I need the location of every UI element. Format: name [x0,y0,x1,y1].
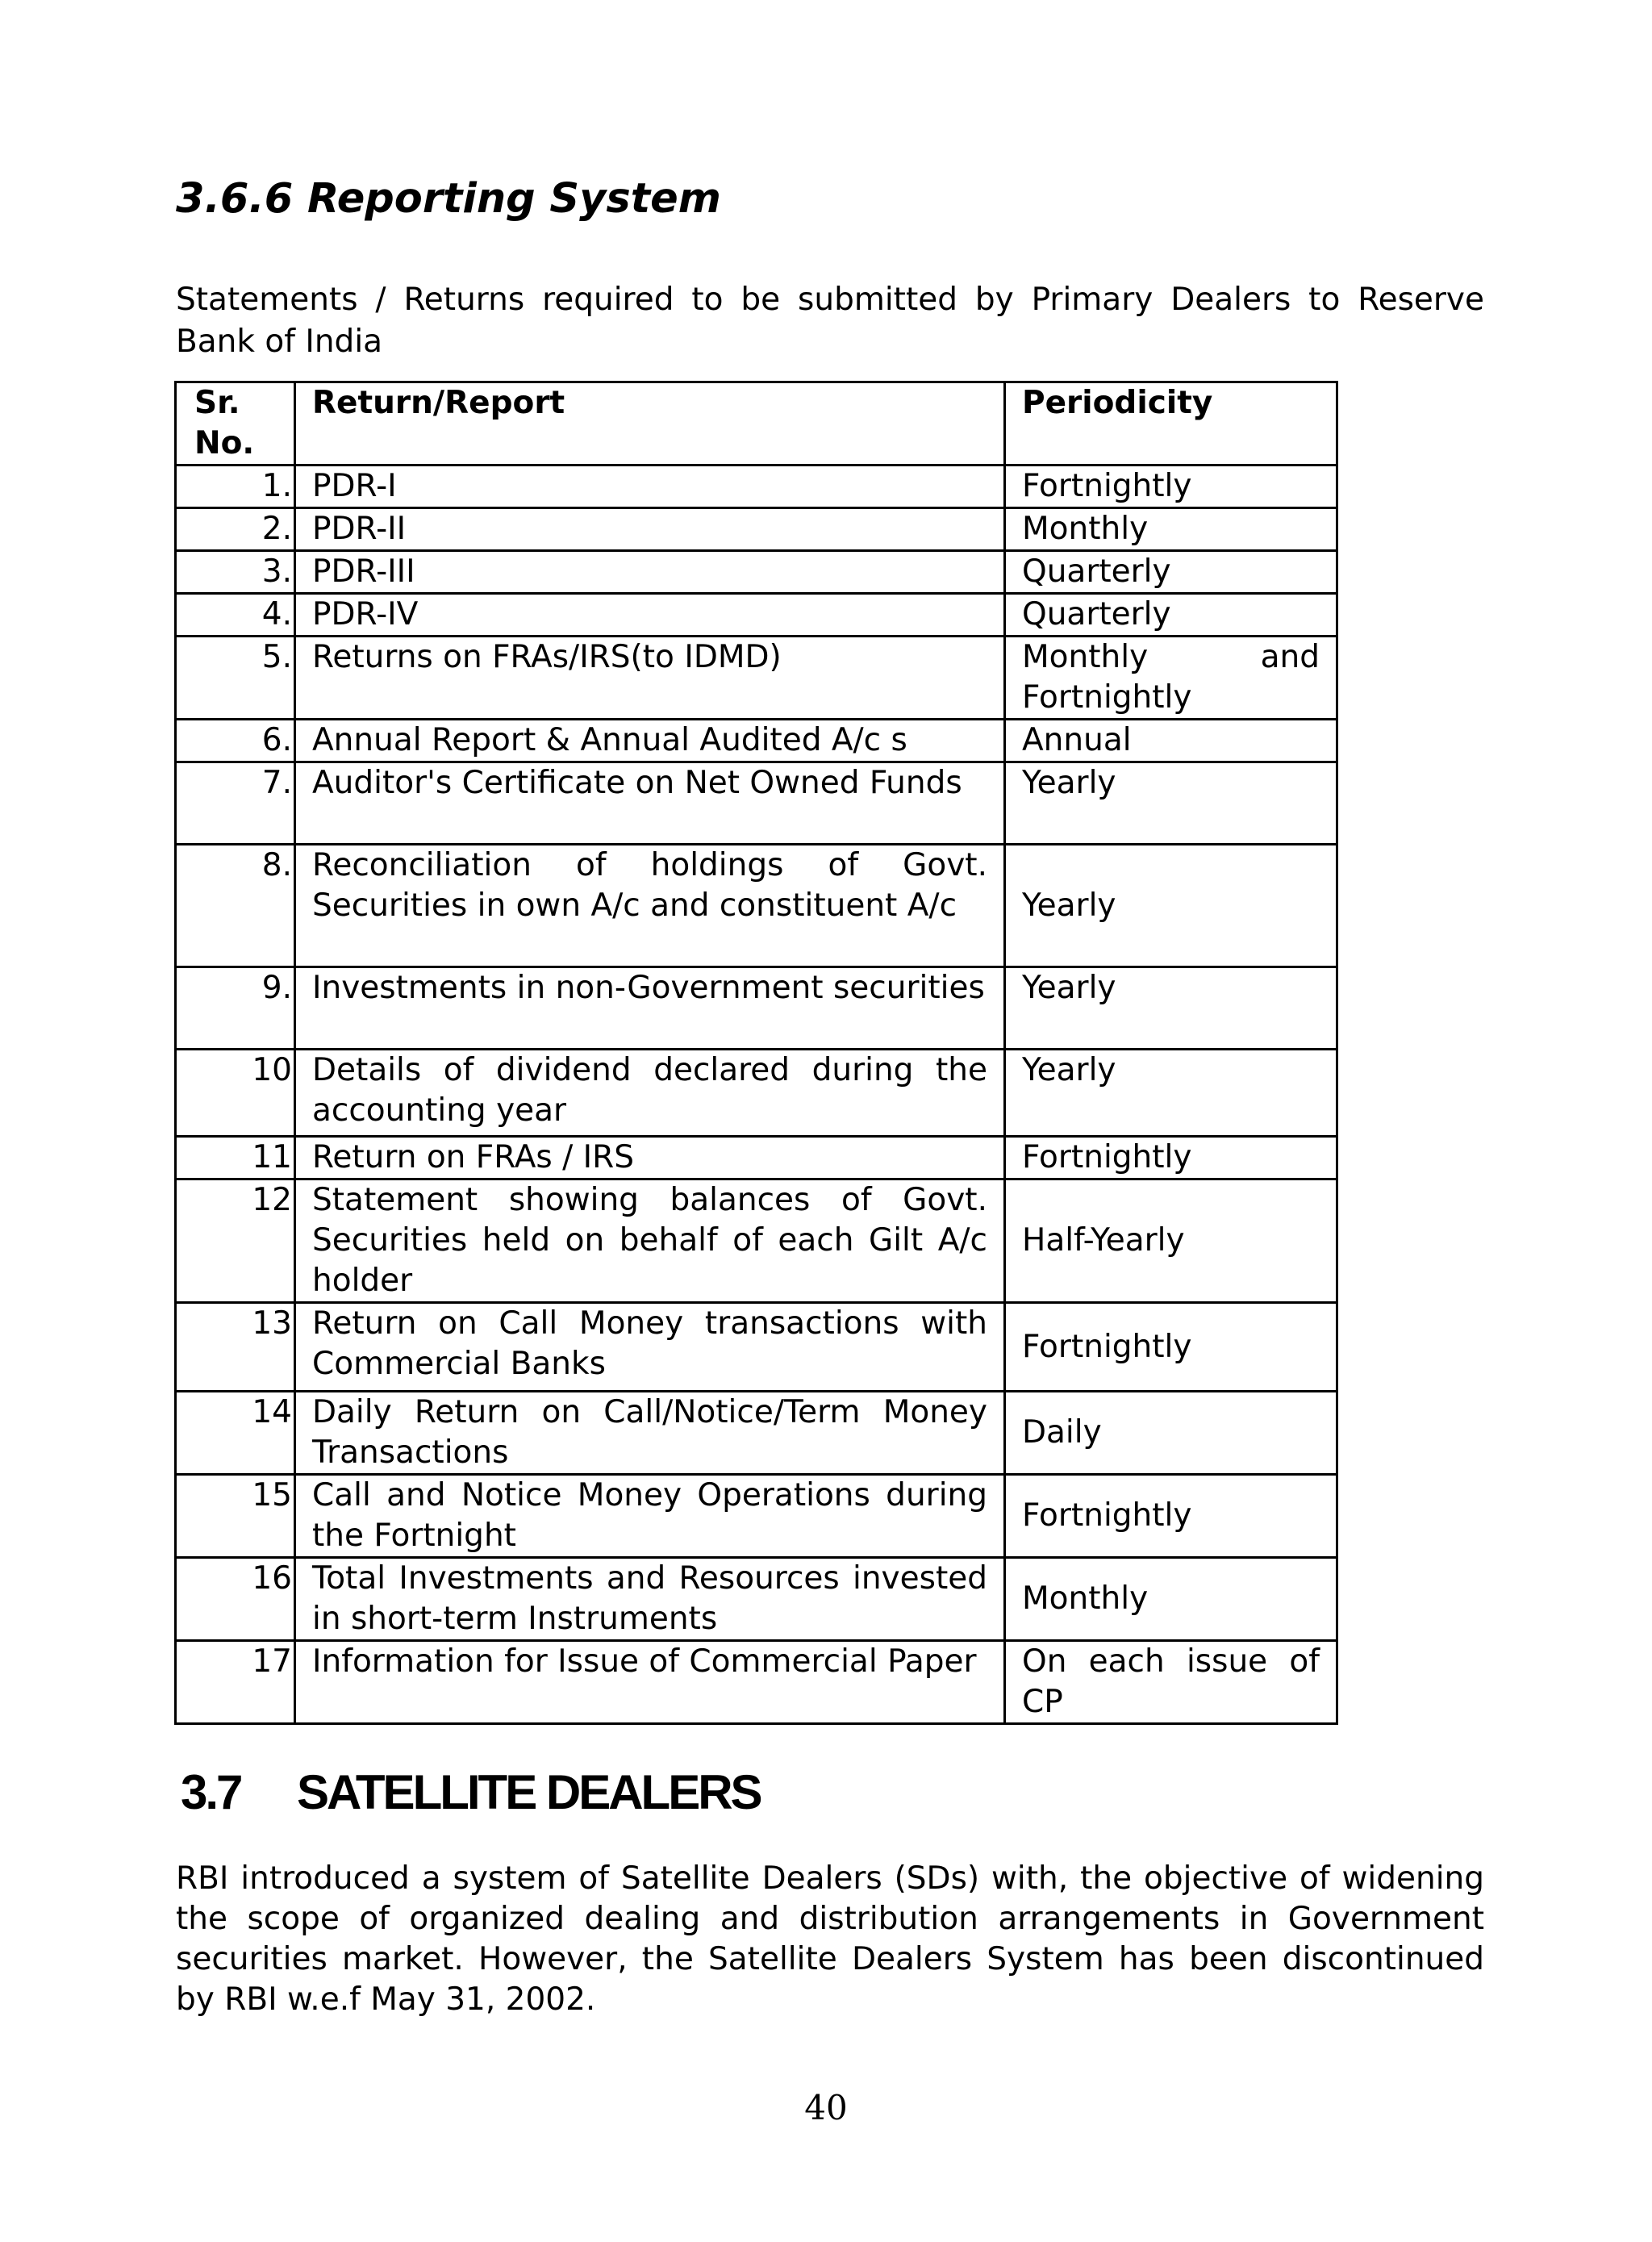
table-row [176,1392,1337,1475]
row-sr-no: 15 [176,1475,295,1558]
row-return-report: Details of dividend declared during the accounting year [295,1050,1005,1137]
table-row [176,1050,1337,1137]
row-return-report: Return on Call Money transactions with Commercial Banks [295,1303,1005,1392]
row-return-report: PDR-IV [295,594,1005,637]
row-periodicity: Yearly [1005,762,1337,845]
header-sr-no: Sr. No. [176,382,295,466]
section-number: 3.7 [181,1765,241,1819]
row-sr-no: 13 [176,1303,295,1392]
row-return-report: Information for Issue of Commercial Paper [295,1641,1005,1724]
row-periodicity: Annual [1005,720,1337,762]
table-row [176,1475,1337,1558]
table-row [176,551,1337,594]
table-row [176,1558,1337,1641]
row-return-report: Annual Report & Annual Audited A/c s [295,720,1005,762]
section-title: SATELLITE DEALERS [297,1765,761,1819]
row-periodicity: Yearly [1005,845,1337,967]
row-return-report: Return on FRAs / IRS [295,1137,1005,1179]
row-sr-no: 6. [176,720,295,762]
table-row [176,594,1337,637]
row-sr-no: 2. [176,508,295,551]
returns-table [174,381,1338,1725]
row-return-report: PDR-II [295,508,1005,551]
table-row [176,1641,1337,1724]
table-row [176,720,1337,762]
row-sr-no: 12 [176,1179,295,1303]
table-header-row [176,382,1337,466]
row-periodicity: Half-Yearly [1005,1179,1337,1303]
row-periodicity: Monthly and Fortnightly [1005,637,1337,720]
table-row [176,967,1337,1050]
table-row [176,508,1337,551]
row-sr-no: 16 [176,1558,295,1641]
row-periodicity: Yearly [1005,967,1337,1050]
row-sr-no: 3. [176,551,295,594]
table-row [176,845,1337,967]
row-return-report: Daily Return on Call/Notice/Term Money Transactions [295,1392,1005,1475]
row-periodicity: Yearly [1005,1050,1337,1137]
row-return-report: Total Investments and Resources invested in short-term Instruments [295,1558,1005,1641]
row-periodicity: Monthly [1005,1558,1337,1641]
row-return-report: PDR-I [295,466,1005,508]
row-periodicity: Quarterly [1005,594,1337,637]
header-periodicity: Periodicity [1005,382,1337,466]
row-sr-no: 10 [176,1050,295,1137]
row-sr-no: 14 [176,1392,295,1475]
table-row [176,1137,1337,1179]
row-periodicity: Fortnightly [1005,1137,1337,1179]
table-row [176,637,1337,720]
table-row [176,1179,1337,1303]
table-row [176,1303,1337,1392]
row-sr-no: 4. [176,594,295,637]
row-periodicity: Monthly [1005,508,1337,551]
row-sr-no: 9. [176,967,295,1050]
row-sr-no: 7. [176,762,295,845]
row-periodicity: Quarterly [1005,551,1337,594]
row-return-report: Statement showing balances of Govt. Securities held on behalf of each Gilt A/c holder [295,1179,1005,1303]
row-return-report: Investments in non-Government securities [295,967,1005,1050]
row-periodicity: Fortnightly [1005,1303,1337,1392]
intro-paragraph: Statements / Returns required to be submitted by Primary Dealers to Reserve Bank of India [176,282,1484,360]
row-sr-no: 5. [176,637,295,720]
row-sr-no: 17 [176,1641,295,1724]
page-number: 40 [804,2088,848,2127]
row-periodicity: Fortnightly [1005,1475,1337,1558]
row-return-report: PDR-III [295,551,1005,594]
header-return-report: Return/Report [295,382,1005,466]
row-sr-no: 11 [176,1137,295,1179]
row-return-report: Auditor's Certificate on Net Owned Funds [295,762,1005,845]
row-return-report: Call and Notice Money Operations during the Fortnight [295,1475,1005,1558]
section-heading-reporting-system: 3.6.6 Reporting System [176,175,721,223]
table-row [176,466,1337,508]
row-sr-no: 1. [176,466,295,508]
row-return-report: Reconciliation of holdings of Govt. Securities in own A/c and constituent A/c [295,845,1005,967]
row-periodicity: Fortnightly [1005,466,1337,508]
row-return-report: Returns on FRAs/IRS(to IDMD) [295,637,1005,720]
row-periodicity: Daily [1005,1392,1337,1475]
section-heading-satellite-dealers [181,1760,761,1825]
row-periodicity: On each issue of CP [1005,1641,1337,1724]
table-row [176,762,1337,845]
satellite-dealers-paragraph: RBI introduced a system of Satellite Dealers (SDs) with, the objective of widening the scope of organized dealing and distribution arrangements in Government securities market. However, the Satellite Dealers System has been discontinued by RBI w.e.f May 31, 2002. [176,1860,1484,2018]
row-sr-no: 8. [176,845,295,967]
